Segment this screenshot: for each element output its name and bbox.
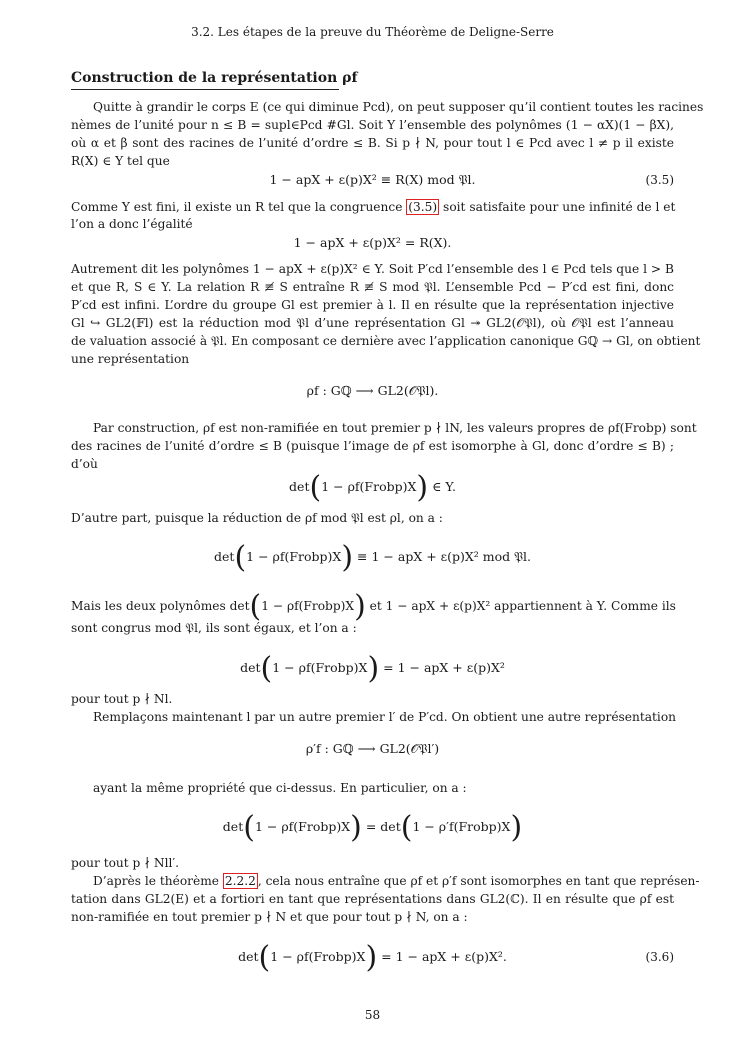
equation-det-equal: det(1 − ρf(Frobp)X) = 1 − apX + ε(p)X²: [240, 651, 505, 686]
page-number: 58: [364, 1008, 381, 1022]
para9-line4: non-ramifiée en tout premier p ∤ N et que pour tout p ∤ N, on a :: [71, 910, 468, 924]
equation-representation-2: [71, 741, 674, 757]
det-equals: = det: [365, 819, 401, 834]
det-inner: 1 − ρf(Frobp)X: [270, 949, 366, 964]
para6-line1: Mais les deux polynômes det(1 − ρf(Frobp)X) et 1 − apX + ε(p)X² appartiennent à Y. Comme ils: [71, 589, 676, 624]
para4-line1: Par construction, ρf est non-ramifiée en tout premier p ∤ lN, les valeurs propres de ρf(Frobp) sont: [93, 421, 697, 435]
theorem-ref-2-2-2-link[interactable]: 2.2.2: [224, 874, 256, 888]
para1-line3: où α et β sont des racines de l’unité d’ordre ≤ B. Si p ∤ N, pour tout l ∈ Pcd avec l ≠ p il existe: [71, 136, 674, 150]
equation-equality: 1 − apX + ε(p)X² = R(X).: [293, 235, 452, 250]
long-arrow-icon: ⟶: [355, 383, 374, 398]
para3-line2: et que R, S ∈ Y. La relation R ≢ S entraîne R ≢ S mod 𝔓l. L’ensemble Pcd − P′cd est fini, donc: [71, 280, 674, 294]
det-inner: 1 − ρf(Frobp)X: [272, 660, 368, 675]
det-rhs: = 1 − apX + ε(p)X².: [381, 949, 507, 964]
equation-number-3-6: (3.6): [645, 950, 674, 964]
det-inner-2: 1 − ρ′f(Frobp)X: [412, 819, 511, 834]
section-title-underline: [71, 89, 339, 90]
para9-line1: pour tout p ∤ Nll′.: [71, 856, 180, 870]
para7-line1: pour tout p ∤ Nl.: [71, 692, 173, 706]
equation-number-3-5: (3.5): [645, 173, 674, 187]
det-label: det: [214, 549, 235, 564]
det-inner: 1 − ρf(Frobp)X: [246, 549, 342, 564]
para9-text-b: , cela nous entraîne que ρf et ρ′f sont isomorphes en tant que représen-: [257, 874, 700, 888]
para1-line1: Quitte à grandir le corps E (ce qui diminue Pcd), on peut supposer qu’il contient toutes les racines: [93, 100, 704, 114]
para8: ayant la même propriété que ci-dessus. En particulier, on a :: [93, 781, 467, 795]
para3-line6: une représentation: [71, 352, 190, 366]
para9-line3: tation dans GL2(E) et a fortiori en tant que représentations dans GL2(ℂ). Il en résulte que ρf est: [71, 892, 674, 906]
para3-line4: Gl ↪ GL2(𝔽l) est la réduction mod 𝔓l d’une représentation Gl ↠ GL2(𝒪𝔓l), où 𝒪𝔓l est l’anneau: [71, 316, 674, 330]
para1-line2: nèmes de l’unité pour n ≤ B = supl∈Pcd #Gl. Soit Y l’ensemble des polynômes (1 − αX)(1 − βX),: [71, 118, 674, 132]
para2-text-a: Comme Y est fini, il existe un R tel que la congruence: [71, 200, 407, 214]
section-title: Construction de la représentation ρf: [71, 70, 358, 86]
para1-line4: R(X) ∈ Y tel que: [71, 154, 170, 168]
det-rhs: ≡ 1 − apX + ε(p)X² mod 𝔓l.: [357, 549, 531, 564]
det-label: det: [238, 949, 259, 964]
para2-line1: [71, 200, 674, 215]
equation-representation: [71, 383, 674, 399]
eq-ref-3-5-link[interactable]: (3.5): [408, 200, 438, 214]
para4-line2: des racines de l’unité d’ordre ≤ B (puisque l’image de ρf est isomorphe à Gl, donc d’ordre ≤ B) ;: [71, 439, 674, 453]
equation-det-in-Y: det(1 − ρf(Frobp)X) ∈ Y.: [289, 470, 456, 505]
para2-line2: l’on a donc l’égalité: [71, 217, 193, 231]
para9-line2: [93, 874, 700, 889]
para2-text-b: soit satisfaite pour une infinité de l et: [439, 200, 676, 214]
rep-codomain: GL2(𝒪𝔓l).: [377, 383, 439, 398]
rep-domain: ρf : Gℚ: [306, 383, 352, 398]
para3-line1: Autrement dit les polynômes 1 − apX + ε(p)X² ∈ Y. Soit P′cd l’ensemble des l ∈ Pcd tels que l > B: [71, 262, 674, 276]
rep2-domain: ρ′f : Gℚ: [305, 741, 354, 756]
equation-det-two: det(1 − ρf(Frobp)X) = det(1 − ρ′f(Frobp)X): [222, 810, 523, 845]
para5: D’autre part, puisque la réduction de ρf mod 𝔓l est ρl, on a :: [71, 511, 443, 525]
det-label: det: [240, 660, 261, 675]
equation-det-congruence: det(1 − ρf(Frobp)X) ≡ 1 − apX + ε(p)X² mod 𝔓l.: [214, 540, 531, 575]
det-rhs: ∈ Y.: [432, 479, 456, 494]
para3-line5: de valuation associé à 𝔓l. En composant ce dernière avec l’application canonique Gℚ → Gl, on obtient: [71, 334, 701, 348]
para4-line3: d’où: [71, 457, 98, 471]
rep2-codomain: GL2(𝒪𝔓l′): [379, 741, 440, 756]
para6-text-b: et 1 − apX + ε(p)X² appartiennent à Y. Comme ils: [365, 599, 676, 613]
det-rhs: = 1 − apX + ε(p)X²: [383, 660, 505, 675]
para9-text-a: D’après le théorème: [93, 874, 223, 888]
det-inner: 1 − ρf(Frobp)X: [321, 479, 417, 494]
para3-line3: P′cd est infini. L’ordre du groupe Gl est premier à l. Il en résulte que la représentation injective: [71, 298, 674, 312]
para6-line2: sont congrus mod 𝔓l, ils sont égaux, et l’on a :: [71, 621, 357, 635]
det-inner-1: 1 − ρf(Frobp)X: [254, 819, 351, 834]
det-label: det: [222, 819, 244, 834]
long-arrow-icon: ⟶: [357, 741, 376, 756]
equation-3-5: 1 − apX + ε(p)X² ≡ R(X) mod 𝔓l.: [269, 172, 476, 187]
para6-text-a: Mais les deux polynômes det: [71, 599, 250, 613]
para7-line2: Remplaçons maintenant l par un autre premier l′ de P′cd. On obtient une autre représentation: [93, 710, 677, 724]
equation-3-6: det(1 − ρf(Frobp)X) = 1 − apX + ε(p)X².: [238, 940, 507, 975]
running-header: 3.2. Les étapes de la preuve du Théorème de Deligne-Serre: [191, 25, 554, 39]
det-label: det: [289, 479, 310, 494]
para6-inner: 1 − ρf(Frobp)X: [261, 599, 355, 613]
